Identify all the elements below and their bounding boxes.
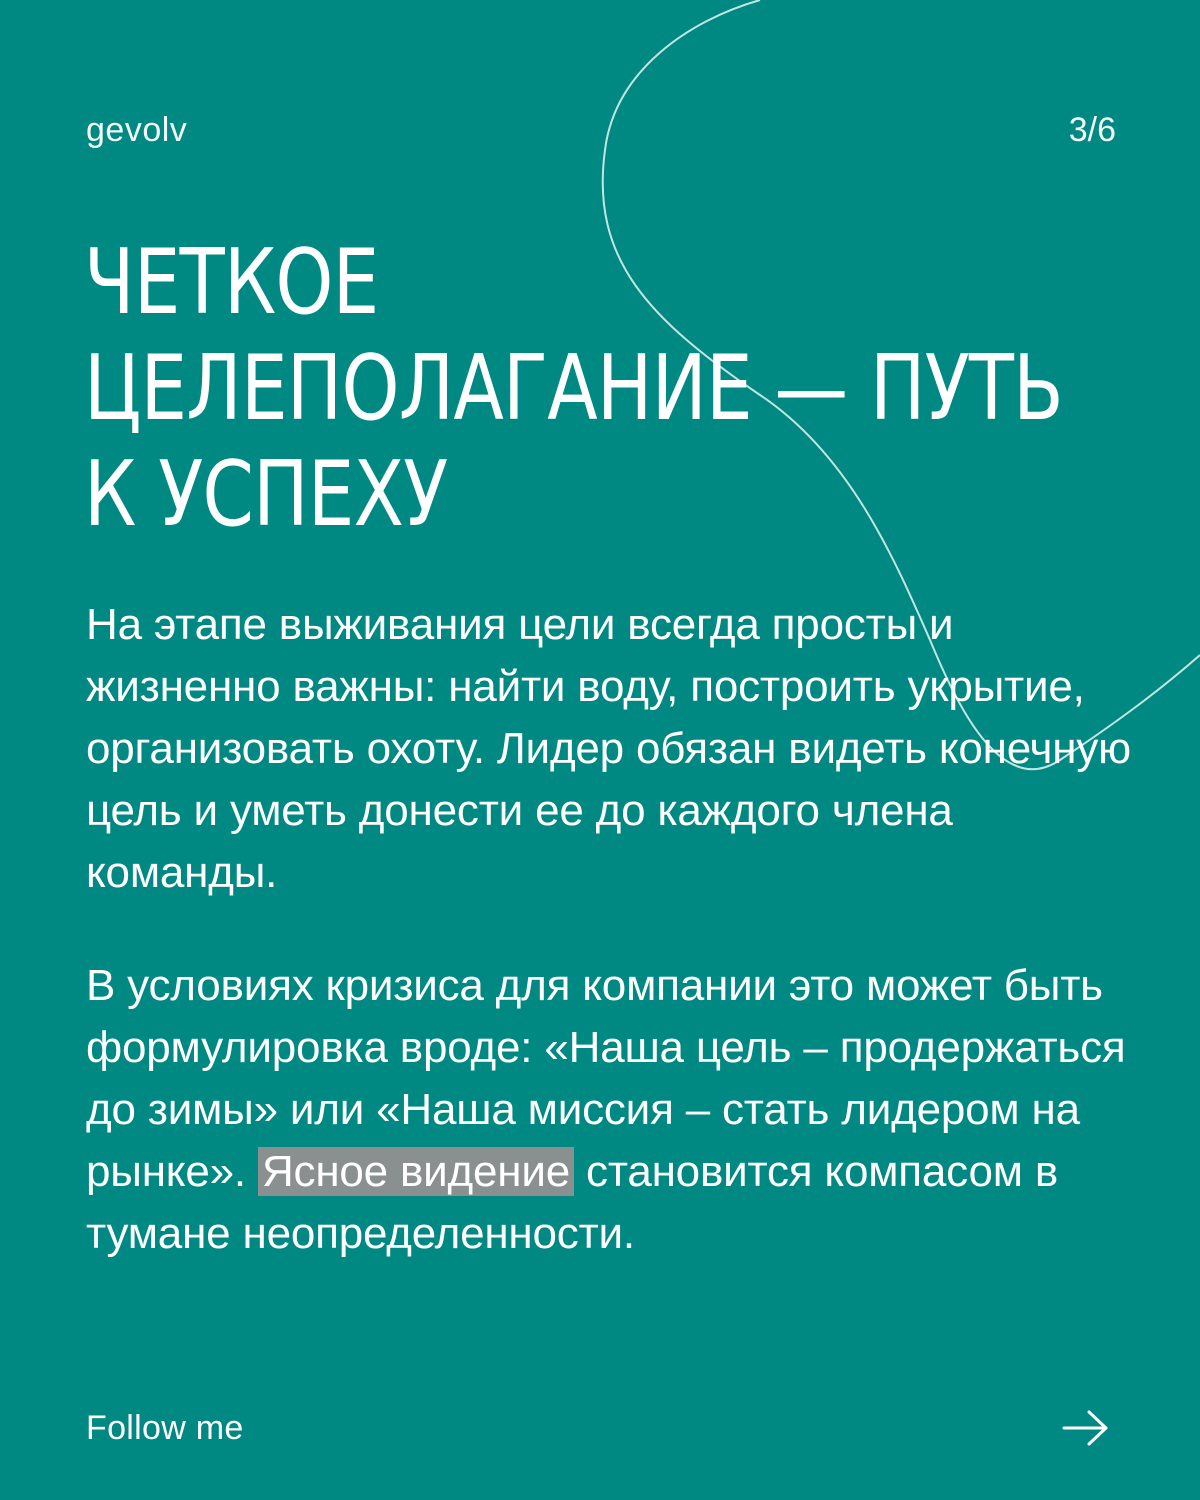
body-paragraph-1: На этапе выживания цели всегда просты и жизненно важны: найти воду, построить укрытие, организовать охоту. Лидер обязан видеть конечную цель и уметь донести ее до каждого члена команды. [86,600,1131,897]
body-paragraph-2 [86,955,1136,1265]
highlighted-phrase: Ясное видение [258,1147,574,1196]
slide-headline [84,230,1063,548]
slide-counter: 3/6 [1068,111,1116,149]
headline-line-3: К УСПЕХУ [84,442,448,547]
headline-line-1: ЧЕТКОЕ [84,230,379,335]
author-handle: gevolv [86,111,188,149]
arrow-right-icon[interactable] [1062,1408,1110,1448]
headline-line-2: ЦЕЛЕПОЛАГАНИЕ — ПУТЬ [84,336,1063,441]
paragraph-2-text-after: становится компасом в тумане неопределенности. [86,1147,1058,1258]
paragraph-2-text-before: В условиях кризиса для компании это может быть формулировка вроде: «Наша цель – продержаться до зимы» или «Наша миссия – стать лидером на рынке». [86,961,1126,1196]
follow-me-link[interactable]: Follow me [86,1409,244,1447]
